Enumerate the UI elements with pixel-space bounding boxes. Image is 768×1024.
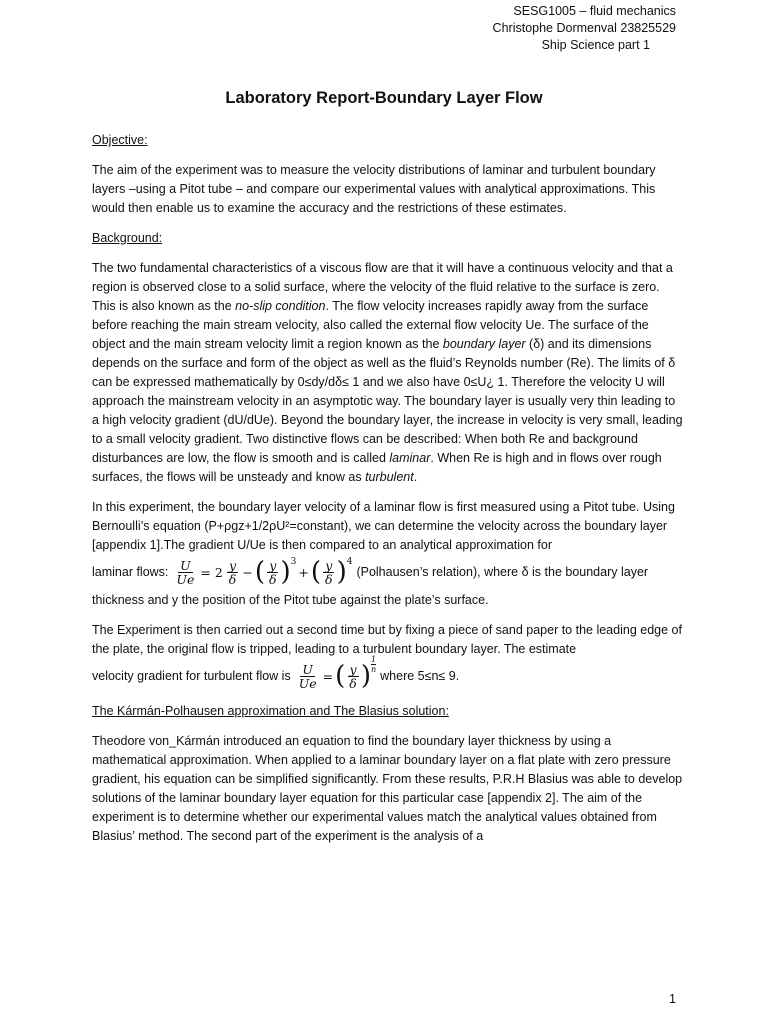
header-course: SESG1005 – fluid mechanics <box>513 4 676 18</box>
turbulent-equation-line: velocity gradient for turbulent flow is $\frac{U}{Ue}$ = ( $\frac{y}{\delta}$ ) $\frac{1}{n}$ where 5≤n≤ 9. <box>92 655 460 691</box>
header-author: Christophe Dormenval 23825529 <box>492 21 676 35</box>
term-laminar: laminar <box>389 451 431 465</box>
page-number: 1 <box>669 992 676 1006</box>
objective-paragraph: The aim of the experiment was to measure the velocity distributions of laminar and turbulent boundary layers –using a Pitot tube – and compare our experimental values with analytical approximations. This would then enable us to examine the accuracy and the restrictions of these estimates. <box>92 163 656 215</box>
background-paragraph-3 <box>92 621 684 691</box>
background-heading: Background: <box>92 231 163 245</box>
term-boundary-layer: boundary layer <box>442 337 526 351</box>
paragraph-2-text: In this experiment, the boundary layer velocity of a laminar flow is first measured using a Pitot tube. Using Bernoulli’s equation (P+ρgz+1/2ρU²=constant), we can determine the velocity across the boundary layer [appendix 1].The gradient U/Ue is then compared to an analytical approximation for <box>92 500 675 552</box>
page-header <box>376 3 676 54</box>
paragraph-3-text: The Experiment is then carried out a second time but by fixing a piece of sand paper to the leading edge of the plate, the original flow is tripped, leading to a turbulent boundary layer. The estimate <box>92 623 682 656</box>
objective-heading: Objective: <box>92 133 148 147</box>
turbulent-equation: $\frac{U}{Ue}$ = ( $\frac{y}{\delta}$ ) $\frac{1}{n}$ <box>298 655 377 691</box>
polhausen-equation: $\frac{U}{Ue}$ = 2 $\frac{y}{\delta}$ − ( $\frac{y}{\delta}$ ) 3 + ( $\frac{y}{\delta}$ ) 4 <box>176 557 353 587</box>
paragraph-2-tail: thickness and y the position of the Pitot tube against the plate’s surface. <box>92 593 489 607</box>
karman-heading: The Kármán-Polhausen approximation and The Blasius solution: <box>92 704 449 718</box>
report-title: Laboratory Report-Boundary Layer Flow <box>225 89 543 107</box>
term-no-slip: no-slip condition <box>235 299 326 313</box>
polhausen-equation-line: laminar flows: $\frac{U}{Ue}$ = 2 $\frac{y}{\delta}$ − ( $\frac{y}{\delta}$ ) 3 + ( $\frac{y}{\delta}$ ) 4 (Polhausen’s relation), where δ is the boundary layer <box>92 557 649 587</box>
background-paragraph-1: The two fundamental characteristics of a viscous flow are that it will have a continuous velocity and that a region is observed close to a solid surface, where the velocity of the fluid relative to the surface is zero. This is also known as the no-slip condition. The flow velocity increases rapidly away from the surface before reaching the main stream velocity, also called the external flow velocity Ue. The surface of the object and the main stream velocity limit a region known as the boundary layer (δ) and its dimensions depends on the surface and form of the object as well as the fluid’s Reynolds number (Re). The limits of δ can be expressed mathematically by 0≤dy/dδ≤ 1 and we also have 0≤U¿ 1. Therefore the velocity U will approach the mainstream velocity in an asymptotic way. The boundary layer is usually very thin leading to a high velocity gradient (dU/dUe). Beyond the boundary layer, the increase in velocity is very small, leading to a small velocity gradient. Two distinctive flows can be described: When both Re and background disturbances are low, the flow is smooth and is called laminar. When Re is high and in flows over rough surfaces, the flows will be unsteady and know as turbulent. <box>92 261 683 484</box>
term-turbulent: turbulent <box>365 470 414 484</box>
header-program: Ship Science part 1 <box>541 38 650 52</box>
report-body <box>92 131 684 857</box>
background-paragraph-2 <box>92 498 684 610</box>
karman-paragraph: Theodore von_Kármán introduced an equation to find the boundary layer thickness by using a mathematical approximation. When applied to a laminar boundary layer on a flat plate with zero pressure gradient, his equation can be simplified significantly. From these results, P.R.H Blasius was able to develop solutions of the laminar boundary layer equation for this particular case [appendix 2]. The aim of the experiment is to determine whether our experimental values match the analytical values obtained from Blasius’ method. The second part of the experiment is the analysis of a <box>92 734 683 843</box>
